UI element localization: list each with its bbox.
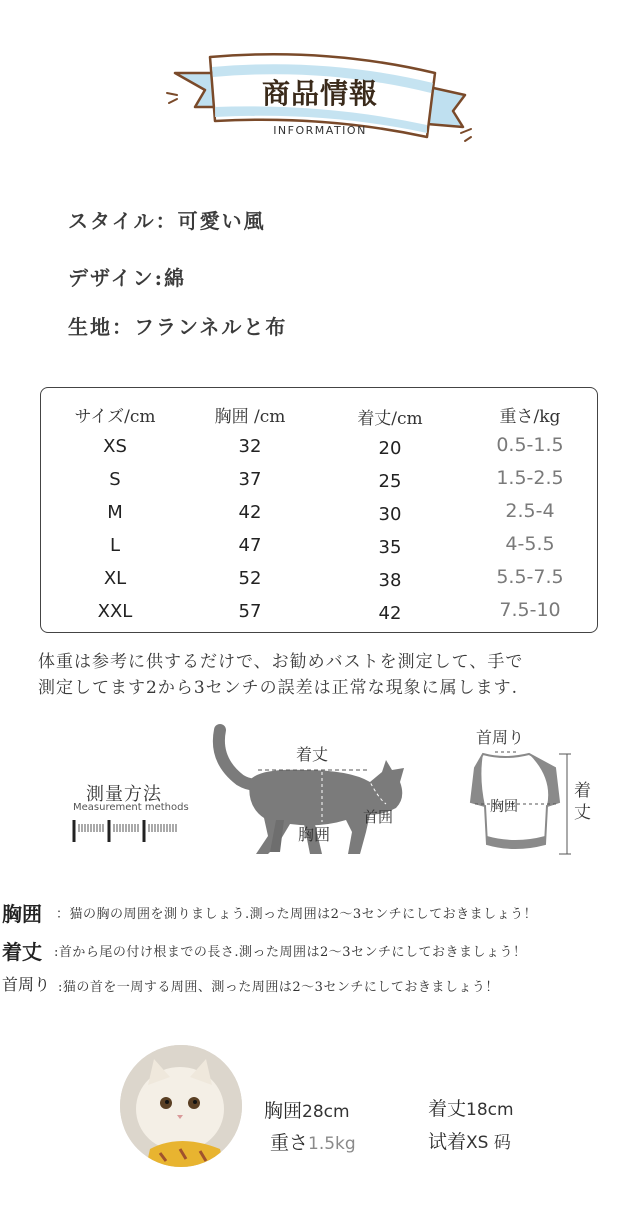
header-chest: 胸囲 /cm — [214, 407, 286, 427]
cell-size: XL — [103, 568, 127, 589]
cell-weight: 5.5-7.5 — [496, 566, 564, 588]
sample-length — [428, 1094, 514, 1121]
cell-weight: 7.5-10 — [499, 599, 561, 621]
cell-length: 25 — [378, 471, 402, 492]
cell-chest: 42 — [238, 502, 262, 523]
header-weight: 重さ/kg — [499, 407, 561, 427]
cat-photo — [120, 1045, 242, 1167]
size-table — [40, 387, 598, 633]
cell-length: 30 — [378, 504, 402, 525]
sample-chest — [264, 1096, 350, 1123]
sample-length-label: 着丈 — [428, 1098, 467, 1120]
cell-length: 38 — [378, 570, 402, 591]
definition-text-neck: :猫の首を一周する周囲、測った周囲は2〜3センチにしておきましょう！ — [58, 980, 499, 995]
sample-length-value: 18cm — [466, 1100, 514, 1120]
note-line-1: 体重は参考に供するだけで、お勧めバストを測定して、手で — [38, 652, 524, 672]
cell-length: 42 — [378, 603, 402, 624]
header-size: サイズ/cm — [74, 407, 156, 427]
definition-term-chest: 胸囲 — [2, 902, 42, 926]
measurement-title: 測量方法 — [86, 784, 162, 805]
definition-text-chest: ：猫の胸の周囲を測りましょう.測った周囲は2〜3センチにしておきましょう！ — [56, 907, 538, 922]
cell-chest: 57 — [238, 601, 262, 622]
ruler-icon — [72, 818, 182, 844]
cell-weight: 1.5-2.5 — [496, 467, 564, 489]
cell-length: 35 — [378, 537, 402, 558]
cell-chest: 32 — [238, 436, 262, 457]
attribute-style: スタイル：可愛い風 — [68, 209, 266, 233]
sample-chest-label: 胸囲 — [264, 1100, 303, 1122]
cell-size: L — [109, 535, 121, 556]
cell-chest: 37 — [238, 469, 262, 490]
cell-weight: 2.5-4 — [505, 500, 555, 522]
note-line-2: 測定してます2から3センチの誤差は正常な現象に属します. — [38, 678, 519, 698]
cell-size: XXL — [97, 601, 133, 622]
shirt-neck-label: 首周り — [476, 728, 525, 747]
cell-size: S — [109, 469, 121, 490]
cell-weight: 0.5-1.5 — [496, 434, 564, 456]
measurement-subtitle: Measurement methods — [73, 802, 189, 813]
shirt-chest-label: 胸囲 — [490, 799, 518, 815]
attribute-design: デザイン:綿 — [68, 266, 186, 290]
banner-title: 商品情報 — [261, 77, 378, 110]
cat-length-label: 着丈 — [296, 745, 329, 764]
cell-weight: 4-5.5 — [505, 533, 555, 555]
sample-chest-value: 28cm — [302, 1102, 350, 1122]
definition-term-length: 着丈 — [2, 940, 42, 964]
sample-fit — [428, 1127, 511, 1154]
sample-weight — [270, 1128, 356, 1155]
cell-length: 20 — [378, 438, 402, 459]
cell-size: M — [107, 502, 123, 523]
shirt-length-label: 着丈 — [574, 781, 591, 823]
attribute-fabric: 生地：フランネルと布 — [68, 315, 288, 339]
definition-text-length: :首から尾の付け根までの長さ.測った周囲は2〜3センチにしておきましょう！ — [54, 945, 527, 960]
sample-fit-value: XS 码 — [466, 1133, 511, 1153]
sample-fit-label: 试着 — [428, 1131, 467, 1153]
sample-weight-label: 重さ — [270, 1132, 309, 1154]
definition-term-neck: 首周り — [2, 975, 51, 994]
sample-weight-value: 1.5kg — [308, 1134, 356, 1154]
cell-chest: 52 — [238, 568, 262, 589]
cell-chest: 47 — [238, 535, 262, 556]
cell-size: XS — [103, 436, 127, 457]
banner-subtitle: INFORMATION — [273, 124, 367, 137]
cat-chest-label: 胸囲 — [298, 825, 331, 844]
cat-neck-label: 首囲 — [363, 808, 394, 826]
header-length: 着丈/cm — [357, 409, 423, 429]
